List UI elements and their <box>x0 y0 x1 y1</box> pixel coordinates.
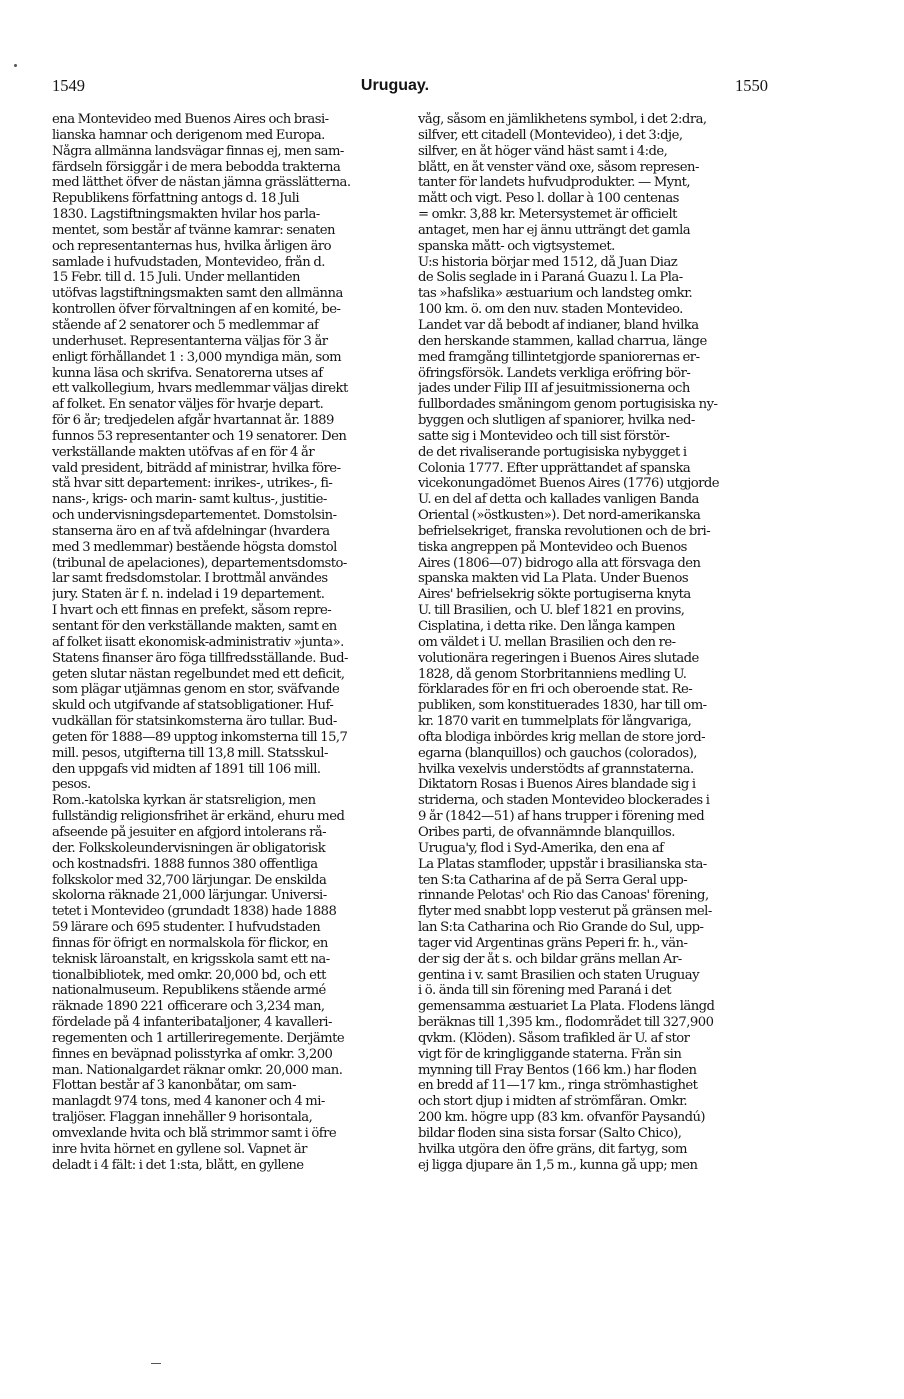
text-line: antaget, men har ej ännu utträngt det gamla <box>418 222 691 238</box>
text-line: lar samt fredsdomstolar. I brottmål användes <box>52 571 328 587</box>
text-line: befrielsekriget, franska revolutionen och de bri- <box>418 523 711 539</box>
text-line: tager vid Argentinas gräns Peperi fr. h., vän- <box>418 935 688 951</box>
text-line: lan S:ta Catharina och Rio Grande do Sul, upp- <box>418 920 704 936</box>
text-line: 200 km. högre upp (83 km. ofvanför Paysandú) <box>418 1110 706 1126</box>
text-line: i ö. ända till sin förening med Paraná i det <box>418 983 671 999</box>
text-line: tas »hafslika» æstuarium och landsteg omkr. <box>418 286 693 302</box>
text-line: U. till Brasilien, och U. blef 1821 en provins, <box>418 603 685 619</box>
text-line: spanska mått- och vigtsystemet. <box>418 238 615 254</box>
text-line: sentant för den verkställande makten, samt en <box>52 619 337 634</box>
text-line: inre hvita hörnet en gyllene sol. Vapnet är <box>52 1141 307 1157</box>
text-line: skolorna räknade 21,000 lärjungar. Universi- <box>52 888 327 904</box>
text-line: våg, såsom en jämlikhetens symbol, i det 2:dra, <box>418 112 707 127</box>
text-line: fördelade på 4 infanteribataljoner, 4 kavalleri- <box>52 1015 332 1031</box>
text-line: skuld och utgifvande af statsobligationer. Huf- <box>52 698 334 714</box>
text-line: deladt i 4 fält: i det 1:sta, blått, en gyllene <box>52 1157 304 1173</box>
text-line: ej ligga djupare än 1,5 m., kunna gå upp; men <box>418 1157 698 1173</box>
text-line: öfringsförsök. Landets verkliga eröfring bör- <box>418 365 691 381</box>
text-line: de Solis seglade in i Paraná Guazu l. La Pla- <box>418 270 683 286</box>
text-line: kontrollen öfver förvaltningen af en komité, be- <box>52 302 341 318</box>
text-line: geten för 1888—89 upptog inkomsterna till 15,7 <box>52 729 348 745</box>
text-line: och undervisningsdepartementet. Domstolsin- <box>52 508 337 524</box>
text-line: tanter för landets hufvudprodukter. — Mynt, <box>418 175 691 191</box>
text-line: bildar floden sina sista forsar (Salto Chico), <box>418 1126 682 1141</box>
text-line: af folket. En senator väljes för hvarje depart. <box>52 397 324 413</box>
text-line: tiska angreppen på Montevideo och Buenos <box>418 539 687 555</box>
text-line: en bredd af 11—17 km., ringa strömhastighet <box>418 1078 698 1094</box>
text-line: mentet, som består af tvänne kamrar: senaten <box>52 222 335 238</box>
text-line: byggen och slutligen af spaniorer, hvilka ned- <box>418 413 695 429</box>
text-line: Aires (1806—07) bidrogo alla att försvaga den <box>418 555 701 571</box>
text-line: lianska hamnar och derigenom med Europa. <box>52 127 325 143</box>
text-line: Republikens författning antogs d. 18 Juli <box>52 191 300 207</box>
text-line: mått och vigt. Peso l. dollar à 100 centenas <box>418 191 679 207</box>
text-line: Aires' befrielsekrig sökte portugiserna knyta <box>418 587 691 603</box>
text-line: och representanternas hus, hvilka årligen äro <box>52 238 332 254</box>
text-line: mynning till Fray Bentos (166 km.) har floden <box>418 1062 697 1078</box>
text-line: Urugua'y, flod i Syd-Amerika, den ena af <box>418 840 664 856</box>
stray-mark <box>14 64 17 67</box>
text-line: färdseln försiggår i de mera bebodda trakterna <box>52 159 341 175</box>
right-page-number: 1550 <box>735 76 768 95</box>
left-column <box>52 112 404 1174</box>
text-line: nationalmuseum. Republikens stående armé <box>52 983 326 999</box>
text-line: U:s historia börjar med 1512, då Juan Diaz <box>418 254 678 270</box>
text-line: stanserna äro en af två afdelningar (hvardera <box>52 523 330 539</box>
text-line: tionalbibliotek, med omkr. 20,000 bd, och ett <box>52 967 326 983</box>
text-line: nans-, krigs- och marin- samt kultus-, justitie- <box>52 492 327 508</box>
text-line: manlagdt 974 tons, med 4 kanoner och 4 mi- <box>52 1094 325 1110</box>
text-line: vigt för de kringliggande staterna. Från sin <box>418 1046 682 1062</box>
text-line: der sig der åt s. och bildar gräns mellan Ar- <box>418 951 682 967</box>
page-title: Uruguay. <box>360 77 430 94</box>
text-line: U. en del af detta och kallades vanligen Banda <box>418 492 699 508</box>
text-line: hvilka vexelvis understödts af grannstaterna. <box>418 761 694 777</box>
text-line: 100 km. ö. om den nuv. staden Montevideo. <box>418 302 683 318</box>
text-line: vald president, biträdd af ministrar, hvilka före- <box>52 460 341 476</box>
text-line: silfver, ett citadell (Montevideo), i det 3:dje, <box>418 127 683 143</box>
text-line: som plägar utjämnas genom en stor, sväfvande <box>52 682 340 698</box>
text-line: den herskande stammen, kallad charrua, länge <box>418 333 707 349</box>
footer-mark <box>151 1363 161 1364</box>
text-line: samlade i hufvudstaden, Montevideo, från d. <box>52 254 325 270</box>
text-line: pesos. <box>52 777 91 793</box>
text-line: omvexlande hvita och blå strimmor samt i öfre <box>52 1126 337 1141</box>
text-line: kunna läsa och skrifva. Senatorerna utses af <box>52 365 323 381</box>
text-line: jades under Filip III af jesuitmissionerna och <box>418 381 690 397</box>
text-line: ena Montevideo med Buenos Aires och brasi- <box>52 112 329 127</box>
text-line: ten S:ta Catharina af de på Serra Geral upp- <box>418 872 688 888</box>
text-line: enligt förhållandet 1 : 3,000 myndiga män, som <box>52 349 342 365</box>
text-line: Cisplatina, i detta rike. Den långa kampen <box>418 619 675 634</box>
text-line: finnas för öfrigt en normalskola för flickor, en <box>52 935 328 951</box>
text-line: fullbordades småningom genom portugisiska ny- <box>418 397 718 413</box>
text-line: gemensamma æstuariet La Plata. Flodens längd <box>418 999 715 1015</box>
text-line: och kostnadsfri. 1888 funnos 380 offentliga <box>52 856 318 872</box>
text-line: Flottan består af 3 kanonbåtar, om sam- <box>52 1078 296 1094</box>
text-line: teknisk läroanstalt, en krigsskola samt ett na- <box>52 951 330 967</box>
text-line: silfver, en åt höger vänd häst samt i 4:de, <box>418 143 668 159</box>
text-line: folkskolor med 32,700 lärjungar. De enskilda <box>52 872 327 888</box>
text-line: publiken, som konstituerades 1830, har till om- <box>418 698 707 714</box>
text-line: jury. Staten är f. n. indelad i 19 departement. <box>52 587 325 603</box>
text-line: underhuset. Representanterna väljas för 3 år <box>52 333 328 349</box>
text-line: spanska makten vid La Plata. Under Buenos <box>418 571 689 587</box>
text-line: af folket iisatt ekonomisk-administrativ »junta». <box>52 634 344 650</box>
text-line: La Platas stamfloder, uppstår i brasilianska sta- <box>418 856 707 872</box>
text-line: med 3 medlemmar) bestående högsta domstol <box>52 539 337 555</box>
text-line: regementen och 1 artilleriregemente. Derjämte <box>52 1030 345 1046</box>
text-line: vicekonungadömet Buenos Aires (1776) utgjorde <box>418 476 720 492</box>
text-line: funnos 53 representanter och 19 senatorer. Den <box>52 428 347 444</box>
text-line: fullständig religionsfrihet är erkänd, ehuru med <box>52 809 345 825</box>
text-line: förklarades för en fri och oberoende stat. Re- <box>418 682 693 698</box>
text-line: Landet var då bebodt af indianer, bland hvilka <box>418 317 699 333</box>
text-line: Oribes parti, de ofvannämnde blanquillos. <box>418 824 675 840</box>
text-line: blått, en åt venster vänd oxe, såsom represen- <box>418 159 699 175</box>
text-line: 59 lärare och 695 studenter. I hufvudstaden <box>52 920 321 936</box>
text-line: Rom.-katolska kyrkan är statsreligion, men <box>52 793 316 809</box>
text-line: utöfvas lagstiftningsmakten samt den allmänna <box>52 286 343 302</box>
text-line: geten slutar nästan regelbundet med ett deficit, <box>52 666 345 682</box>
text-line: om väldet i U. mellan Brasilien och den re- <box>418 634 676 650</box>
text-line: med lätthet öfver de nästan jämna grässlätterna. <box>52 175 351 191</box>
text-line: traljöser. Flaggan innehåller 9 horisontala, <box>52 1110 313 1126</box>
text-line: mill. pesos, utgifterna till 13,8 mill. Statsskul- <box>52 745 328 761</box>
text-line: tetet i Montevideo (grundadt 1838) hade 1888 <box>52 904 337 920</box>
text-line: ett valkollegium, hvars medlemmar väljas direkt <box>52 381 348 397</box>
text-line: finnes en beväpnad polisstyrka af omkr. 3,200 <box>52 1046 333 1062</box>
text-line: afseende på jesuiter en afgjord intolerans rå- <box>52 824 327 840</box>
text-line: man. Nationalgardet räknar omkr. 20,000 man. <box>52 1062 343 1078</box>
text-line: egarna (blanquillos) och gauchos (colorados), <box>418 745 697 761</box>
text-line: med framgång tillintetgjorde spaniorernas er- <box>418 349 700 365</box>
text-line: Colonia 1777. Efter upprättandet af spanska <box>418 460 691 476</box>
text-line: kr. 1870 varit en tummelplats för långvariga, <box>418 714 692 730</box>
text-line: vudkällan för statsinkomsterna äro tullar. Bud- <box>52 714 337 730</box>
text-line: der. Folkskoleundervisningen är obligatorisk <box>52 840 326 856</box>
text-line: de det rivaliserande portugisiska nybygget i <box>418 444 687 460</box>
text-line: för 6 år; tredjedelen afgår hvartannat år. 1889 <box>52 413 334 429</box>
text-line: och stort djup i midten af strömfåran. Omkr. <box>418 1094 688 1110</box>
text-line: stå hvar sitt departement: inrikes-, utrikes-, fi- <box>52 476 333 492</box>
text-line: Statens finanser äro föga tillfredsställande. Bud- <box>52 650 348 666</box>
text-line: 9 år (1842—51) af hans trupper i förening med <box>418 809 705 825</box>
text-line: hvilka utgöra den öfre gräns, dit fartyg, som <box>418 1141 687 1157</box>
text-line: striderna, och staden Montevideo blockerades i <box>418 793 710 809</box>
text-line: flyter med snabbt lopp vesterut på gränsen mel- <box>418 904 712 920</box>
text-line: rinnande Pelotas' och Rio das Canoas' förening, <box>418 888 709 904</box>
text-line: Diktatorn Rosas i Buenos Aires blandade sig i <box>418 777 696 793</box>
text-line: satte sig i Montevideo och till sist förstör- <box>418 428 670 444</box>
text-line: I hvart och ett finnas en prefekt, såsom repre- <box>52 603 332 619</box>
left-page-number: 1549 <box>52 76 85 95</box>
text-line: beräknas till 1,395 km., flodområdet till 327,900 <box>418 1015 714 1031</box>
text-line: (tribunal de apelaciones), departementsdomsto- <box>52 555 347 571</box>
text-line: 15 Febr. till d. 15 Juli. Under mellantiden <box>52 270 300 286</box>
text-line: verkställande makten utöfvas af en för 4 år <box>52 444 315 460</box>
text-line: Några allmänna landsvägar finnas ej, men sam- <box>52 143 344 159</box>
text-line: Oriental (»östkusten»). Det nord-amerikanska <box>418 508 701 524</box>
text-line: den uppgafs vid midten af 1891 till 106 mill. <box>52 761 321 777</box>
text-line: ofta blodiga inbördes krig mellan de store jord- <box>418 729 706 745</box>
text-line: 1828, då genom Storbritanniens medling U. <box>418 666 687 682</box>
text-line: gentina i v. samt Brasilien och staten Uruguay <box>418 967 699 983</box>
text-line: 1830. Lagstiftningsmakten hvilar hos parla- <box>52 207 320 223</box>
text-line: qvkm. (Klöden). Såsom trafikled är U. af stor <box>418 1030 690 1046</box>
text-line: räknade 1890 221 officerare och 3,234 man, <box>52 999 325 1015</box>
text-line: stående af 2 senatorer och 5 medlemmar af <box>52 317 319 333</box>
text-line: = omkr. 3,88 kr. Metersystemet är officielt <box>418 207 677 223</box>
right-column <box>418 112 770 1174</box>
text-line: volutionära regeringen i Buenos Aires slutade <box>418 650 699 666</box>
